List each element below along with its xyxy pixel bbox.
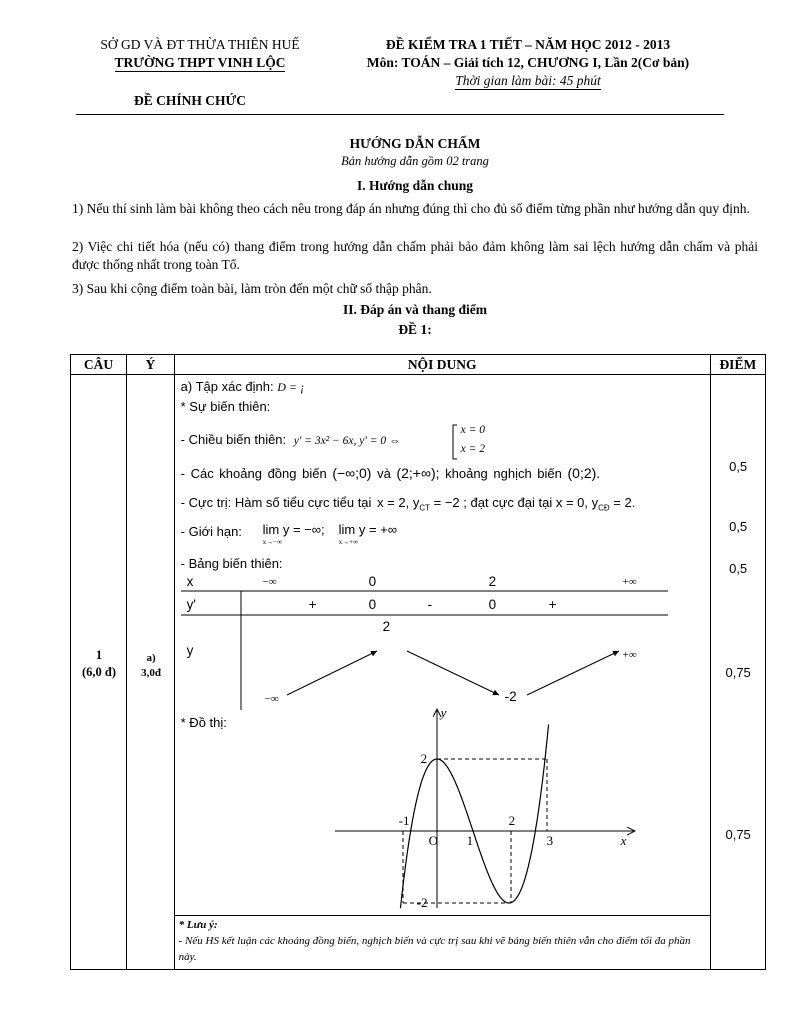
bbt-x-val: −∞ [262, 576, 277, 588]
bbt-sign: + [548, 597, 557, 612]
root-bracket [451, 424, 459, 460]
section-1-title: I. Hướng dẫn chung [356, 178, 474, 193]
line-extrema: - Cực trị: Hàm số tiểu cực tiểu tại x = 2, $y_{CT} = -2$ ; đạt cực đại tại x = 0, $y_{CĐ} = 2$. [180, 495, 636, 513]
table-row [71, 375, 766, 970]
rule-2: 2) Việc chi tiết hóa (nếu có) thang điểm trong hướng dẫn chấm phải bảo đảm không làm sai lệch hướng dẫn chấm và phải được thống nhất trong toàn Tổ. [72, 239, 758, 272]
line-variation: * Sự biến thiên: [180, 399, 271, 414]
line-domain: a) Tập xác định: D = ¡ [180, 379, 305, 394]
exam-title: ĐỀ KIỂM TRA 1 TIẾT – NĂM HỌC 2012 - 2013 [385, 37, 671, 52]
bbt-y-val: -2 [504, 689, 517, 704]
de-label: ĐỀ 1: [398, 322, 432, 337]
graph-x-label: -1 [398, 813, 410, 828]
root-1: x = 0 [460, 424, 486, 436]
limit-2-sub: x→+∞ [338, 538, 359, 546]
note-text: - Nếu HS kết luận các khoảng đồng biến, nghịch biến và cực trị sau khi vẽ bảng biến thiên vẫn cho điểm tối đa phần này. [178, 935, 691, 963]
header-noidung: NỘI DUNG [174, 355, 710, 375]
section-2-title: II. Đáp án và thang điểm [342, 302, 488, 317]
limit-2: lim y = +∞ [338, 522, 398, 537]
header-diem: ĐIỂM [710, 355, 765, 375]
graph-y-axis-label: y [440, 705, 447, 720]
bbt-y-label: y [186, 643, 194, 658]
line-graph-title: * Đồ thị: [180, 715, 227, 730]
header-right [338, 36, 718, 90]
note-title: * Lưu ý: [178, 919, 218, 931]
variation-table [175, 573, 710, 713]
bbt-y-val: +∞ [622, 649, 637, 661]
line-table-title: - Bảng biến thiên: [180, 556, 283, 571]
function-graph [175, 703, 710, 915]
content-area [175, 375, 710, 969]
points-cell [710, 375, 765, 970]
cau-points: (6,0 đ) [81, 665, 117, 679]
y-label: a) [146, 652, 156, 664]
points-value: 0,75 [725, 827, 751, 842]
answer-table [70, 354, 766, 970]
cau-cell [71, 375, 127, 970]
y-points: 3,0đ [141, 667, 161, 679]
bbt-y-val: 2 [382, 619, 391, 634]
points-value: 0,75 [725, 665, 751, 680]
bbt-sign: + [308, 597, 317, 612]
table-header-row [71, 355, 766, 375]
root-2: x = 2 [460, 443, 486, 455]
line-direction: - Chiều biến thiên: y' = 3x² − 6x, y' = 0 ⇔ [180, 432, 401, 447]
bbt-x-label: x [186, 574, 194, 589]
graph-origin-label: O [428, 833, 439, 848]
doc-title: HƯỚNG DẪN CHẤM [349, 136, 481, 151]
bbt-sign: 0 [368, 597, 377, 612]
rule-1: 1) Nếu thí sinh làm bài không theo cách nêu trong đáp án nhưng đúng thì cho đủ số điểm từng phần như hướng dẫn quy định. [72, 201, 750, 216]
points-value: 0,5 [729, 519, 748, 534]
exam-subject: Môn: TOÁN – Giải tích 12, CHƯƠNG I, Lần 2(Cơ bản) [366, 55, 690, 70]
exam-time: Thời gian làm bài: 45 phút [455, 73, 601, 88]
bbt-x-val: 0 [368, 574, 377, 589]
school-name: TRƯỜNG THPT VINH LỘC [114, 55, 286, 70]
official-label: ĐỀ CHÍNH CHỨC [134, 93, 247, 108]
doc-subtitle: Bản hướng dẫn gồm 02 trang [341, 154, 489, 168]
bbt-sign: - [427, 597, 433, 612]
line-intervals: - Các khoảng đồng biến (−∞;0) và (2;+∞); khoảng nghịch biến (0;2). [180, 465, 601, 481]
content-cell [174, 375, 710, 970]
graph-x-axis-label: x [620, 833, 627, 848]
bbt-sign: 0 [488, 597, 497, 612]
bbt-y-val: −∞ [264, 693, 279, 705]
line-limits: - Giới hạn: [180, 524, 242, 539]
header-divider [76, 114, 724, 115]
points-value: 0,5 [729, 459, 748, 474]
header-cau: CÂU [71, 355, 127, 375]
header-left [80, 36, 320, 72]
limit-1: lim y = −∞; [262, 522, 325, 537]
graph-x-label: 3 [546, 833, 554, 848]
cau-number: 1 [95, 648, 103, 662]
rule-3: 3) Sau khi cộng điểm toàn bài, làm tròn đến một chữ số thập phân. [72, 281, 432, 296]
header-y: Ý [127, 355, 175, 375]
y-cell [127, 375, 175, 970]
points-value: 0,5 [729, 561, 748, 576]
dept-name: SỞ GD VÀ ĐT THỪA THIÊN HUẾ [100, 37, 300, 52]
graph-x-label: 2 [508, 813, 516, 828]
graph-y-label: -2 [416, 895, 428, 910]
bbt-x-val: +∞ [622, 576, 637, 588]
graph-y-label: 2 [420, 751, 428, 766]
bbt-yp-label: y' [186, 597, 196, 612]
limit-1-sub: x→−∞ [262, 538, 283, 546]
graph-x-label: 1 [466, 833, 474, 848]
bbt-x-val: 2 [488, 574, 497, 589]
